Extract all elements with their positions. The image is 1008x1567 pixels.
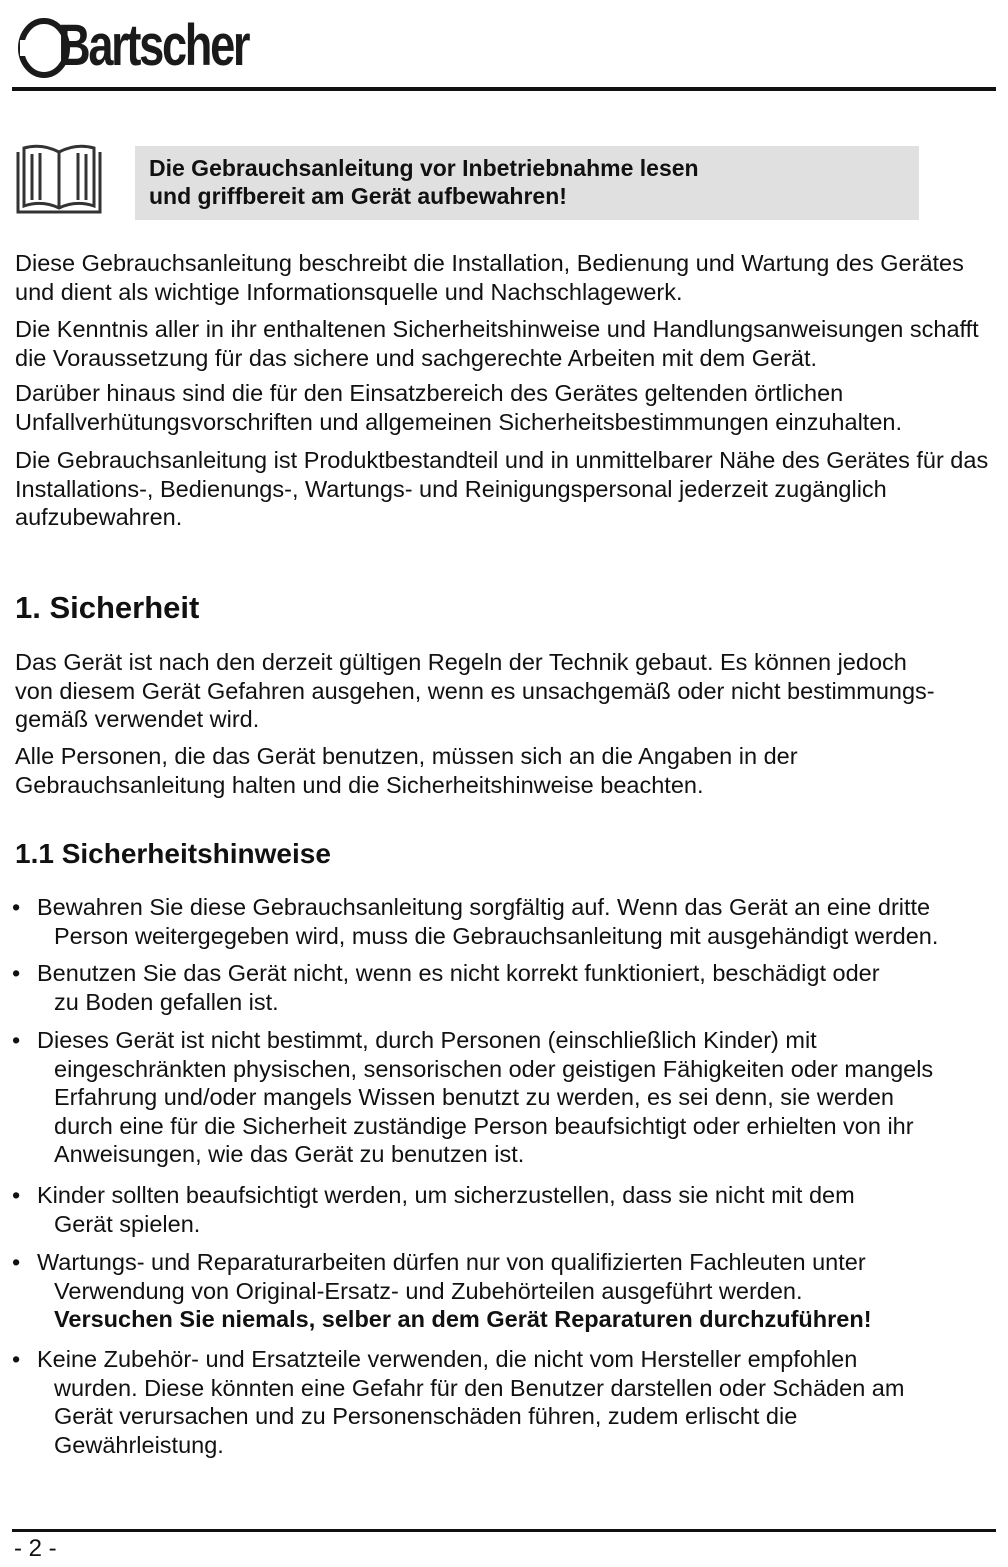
bullet-dot: •: [12, 894, 21, 920]
bullet-dot: •: [12, 1346, 21, 1372]
bullet-line: Person weitergegeben wird, muss die Gebrauchsanleitung mit ausgehändigt werden.: [54, 922, 939, 949]
section-1-1-heading: 1.1 Sicherheitshinweise: [15, 838, 331, 869]
page-number: - 2 -: [14, 1535, 57, 1562]
safety-bullet-5: [12, 1248, 1002, 1334]
footer-rule: [12, 1529, 996, 1532]
safety-bullet-1: [12, 893, 1002, 950]
bullet-line: Wartungs- und Reparaturarbeiten dürfen nur von qualifizierten Fachleuten unter: [37, 1249, 866, 1275]
bullet-line: Kinder sollten beaufsichtigt werden, um sicherzustellen, dass sie nicht mit dem: [37, 1182, 855, 1208]
bullet-line: eingeschränkten physischen, sensorischen oder geistigen Fähigkeiten oder mangels: [54, 1055, 934, 1082]
section-1-paragraph-1-line: gemäß verwendet wird.: [15, 706, 260, 732]
bullet-line: Benutzen Sie das Gerät nicht, wenn es nicht korrekt funktioniert, beschädigt oder: [37, 960, 880, 986]
section-1-paragraph-1-line: von diesem Gerät Gefahren ausgehen, wenn es unsachgemäß oder nicht bestimmungs-: [15, 677, 935, 704]
read-manual-notice: [135, 146, 919, 220]
manual-book-icon: [14, 144, 104, 218]
bullet-line: Gerät verursachen und zu Personenschäden führen, zudem erlischt die: [54, 1403, 798, 1429]
bullet-line: Keine Zubehör- und Ersatzteile verwenden, die nicht vom Hersteller empfohlen: [37, 1346, 858, 1372]
safety-bullet-2: [12, 959, 1002, 1016]
brand-name: Bartscher: [58, 13, 249, 78]
brand-logo: [14, 8, 254, 84]
bullet-line: Anweisungen, wie das Gerät zu benutzen ist.: [54, 1141, 525, 1167]
intro-paragraph-3: Darüber hinaus sind die für den Einsatzbereich des Gerätes geltenden örtlichen Unfallverhütungsvorschriften und allgemeinen Sicherheitsbestimmungen einzuhalten.: [15, 380, 902, 435]
safety-bullet-6: [12, 1345, 1002, 1459]
bullet-line: durch eine für die Sicherheit zuständige Person beaufsichtigt oder erhielten von ihr: [54, 1112, 914, 1139]
safety-bullet-4: [12, 1181, 1002, 1238]
section-1-paragraph-2: Alle Personen, die das Gerät benutzen, müssen sich an die Angaben in der Gebrauchsanleitung halten und die Sicherheitshinweise beachten.: [15, 743, 798, 798]
bullet-dot: •: [12, 960, 21, 986]
repair-warning: Versuchen Sie niemals, selber an dem Gerät Reparaturen durchzuführen!: [54, 1306, 872, 1332]
section-1-paragraph-1: [15, 648, 1005, 734]
bullet-dot: •: [12, 1182, 21, 1208]
bullet-dot: •: [12, 1027, 21, 1053]
bullet-line: Bewahren Sie diese Gebrauchsanleitung sorgfältig auf. Wenn das Gerät an eine dritte: [37, 894, 931, 920]
bullet-line: Dieses Gerät ist nicht bestimmt, durch Personen (einschließlich Kinder) mit: [37, 1027, 817, 1053]
header-rule: [12, 87, 996, 91]
notice-line-2: und griffbereit am Gerät aufbewahren!: [149, 183, 567, 209]
intro-paragraph-2: Die Kenntnis aller in ihr enthaltenen Sicherheitshinweise und Handlungsanweisungen schafft die Voraussetzung für das sichere und sachgerechte Arbeiten mit dem Gerät.: [15, 316, 979, 371]
intro-paragraph-4: Die Gebrauchsanleitung ist Produktbestandteil und in unmittelbarer Nähe des Gerätes für das Installations-, Bedienungs-, Wartungs- und Reinigungspersonal jederzeit zugänglich aufzubewahren.: [15, 447, 989, 530]
bullet-line: zu Boden gefallen ist.: [54, 988, 279, 1015]
bullet-line: Gerät spielen.: [54, 1210, 201, 1237]
bullet-line: wurden. Diese könnten eine Gefahr für den Benutzer darstellen oder Schäden am: [54, 1374, 905, 1401]
safety-bullet-3: [12, 1026, 1002, 1169]
section-1-paragraph-1-line: Das Gerät ist nach den derzeit gültigen Regeln der Technik gebaut. Es können jedoch: [15, 649, 907, 675]
intro-paragraph-1: Diese Gebrauchsanleitung beschreibt die Installation, Bedienung und Wartung des Gerätes und dient als wichtige Informationsquelle und Nachschlagewerk.: [15, 250, 964, 305]
bullet-dot: •: [12, 1249, 21, 1275]
notice-line-1: Die Gebrauchsanleitung vor Inbetriebnahme lesen: [149, 155, 699, 181]
bullet-line: Verwendung von Original-Ersatz- und Zubehörteilen ausgeführt werden.: [54, 1277, 803, 1304]
bullet-line: Gewährleistung.: [54, 1431, 224, 1458]
bullet-line: Erfahrung und/oder mangels Wissen benutzt zu werden, es sei denn, sie werden: [54, 1084, 894, 1110]
section-1-heading: 1. Sicherheit: [15, 590, 200, 625]
